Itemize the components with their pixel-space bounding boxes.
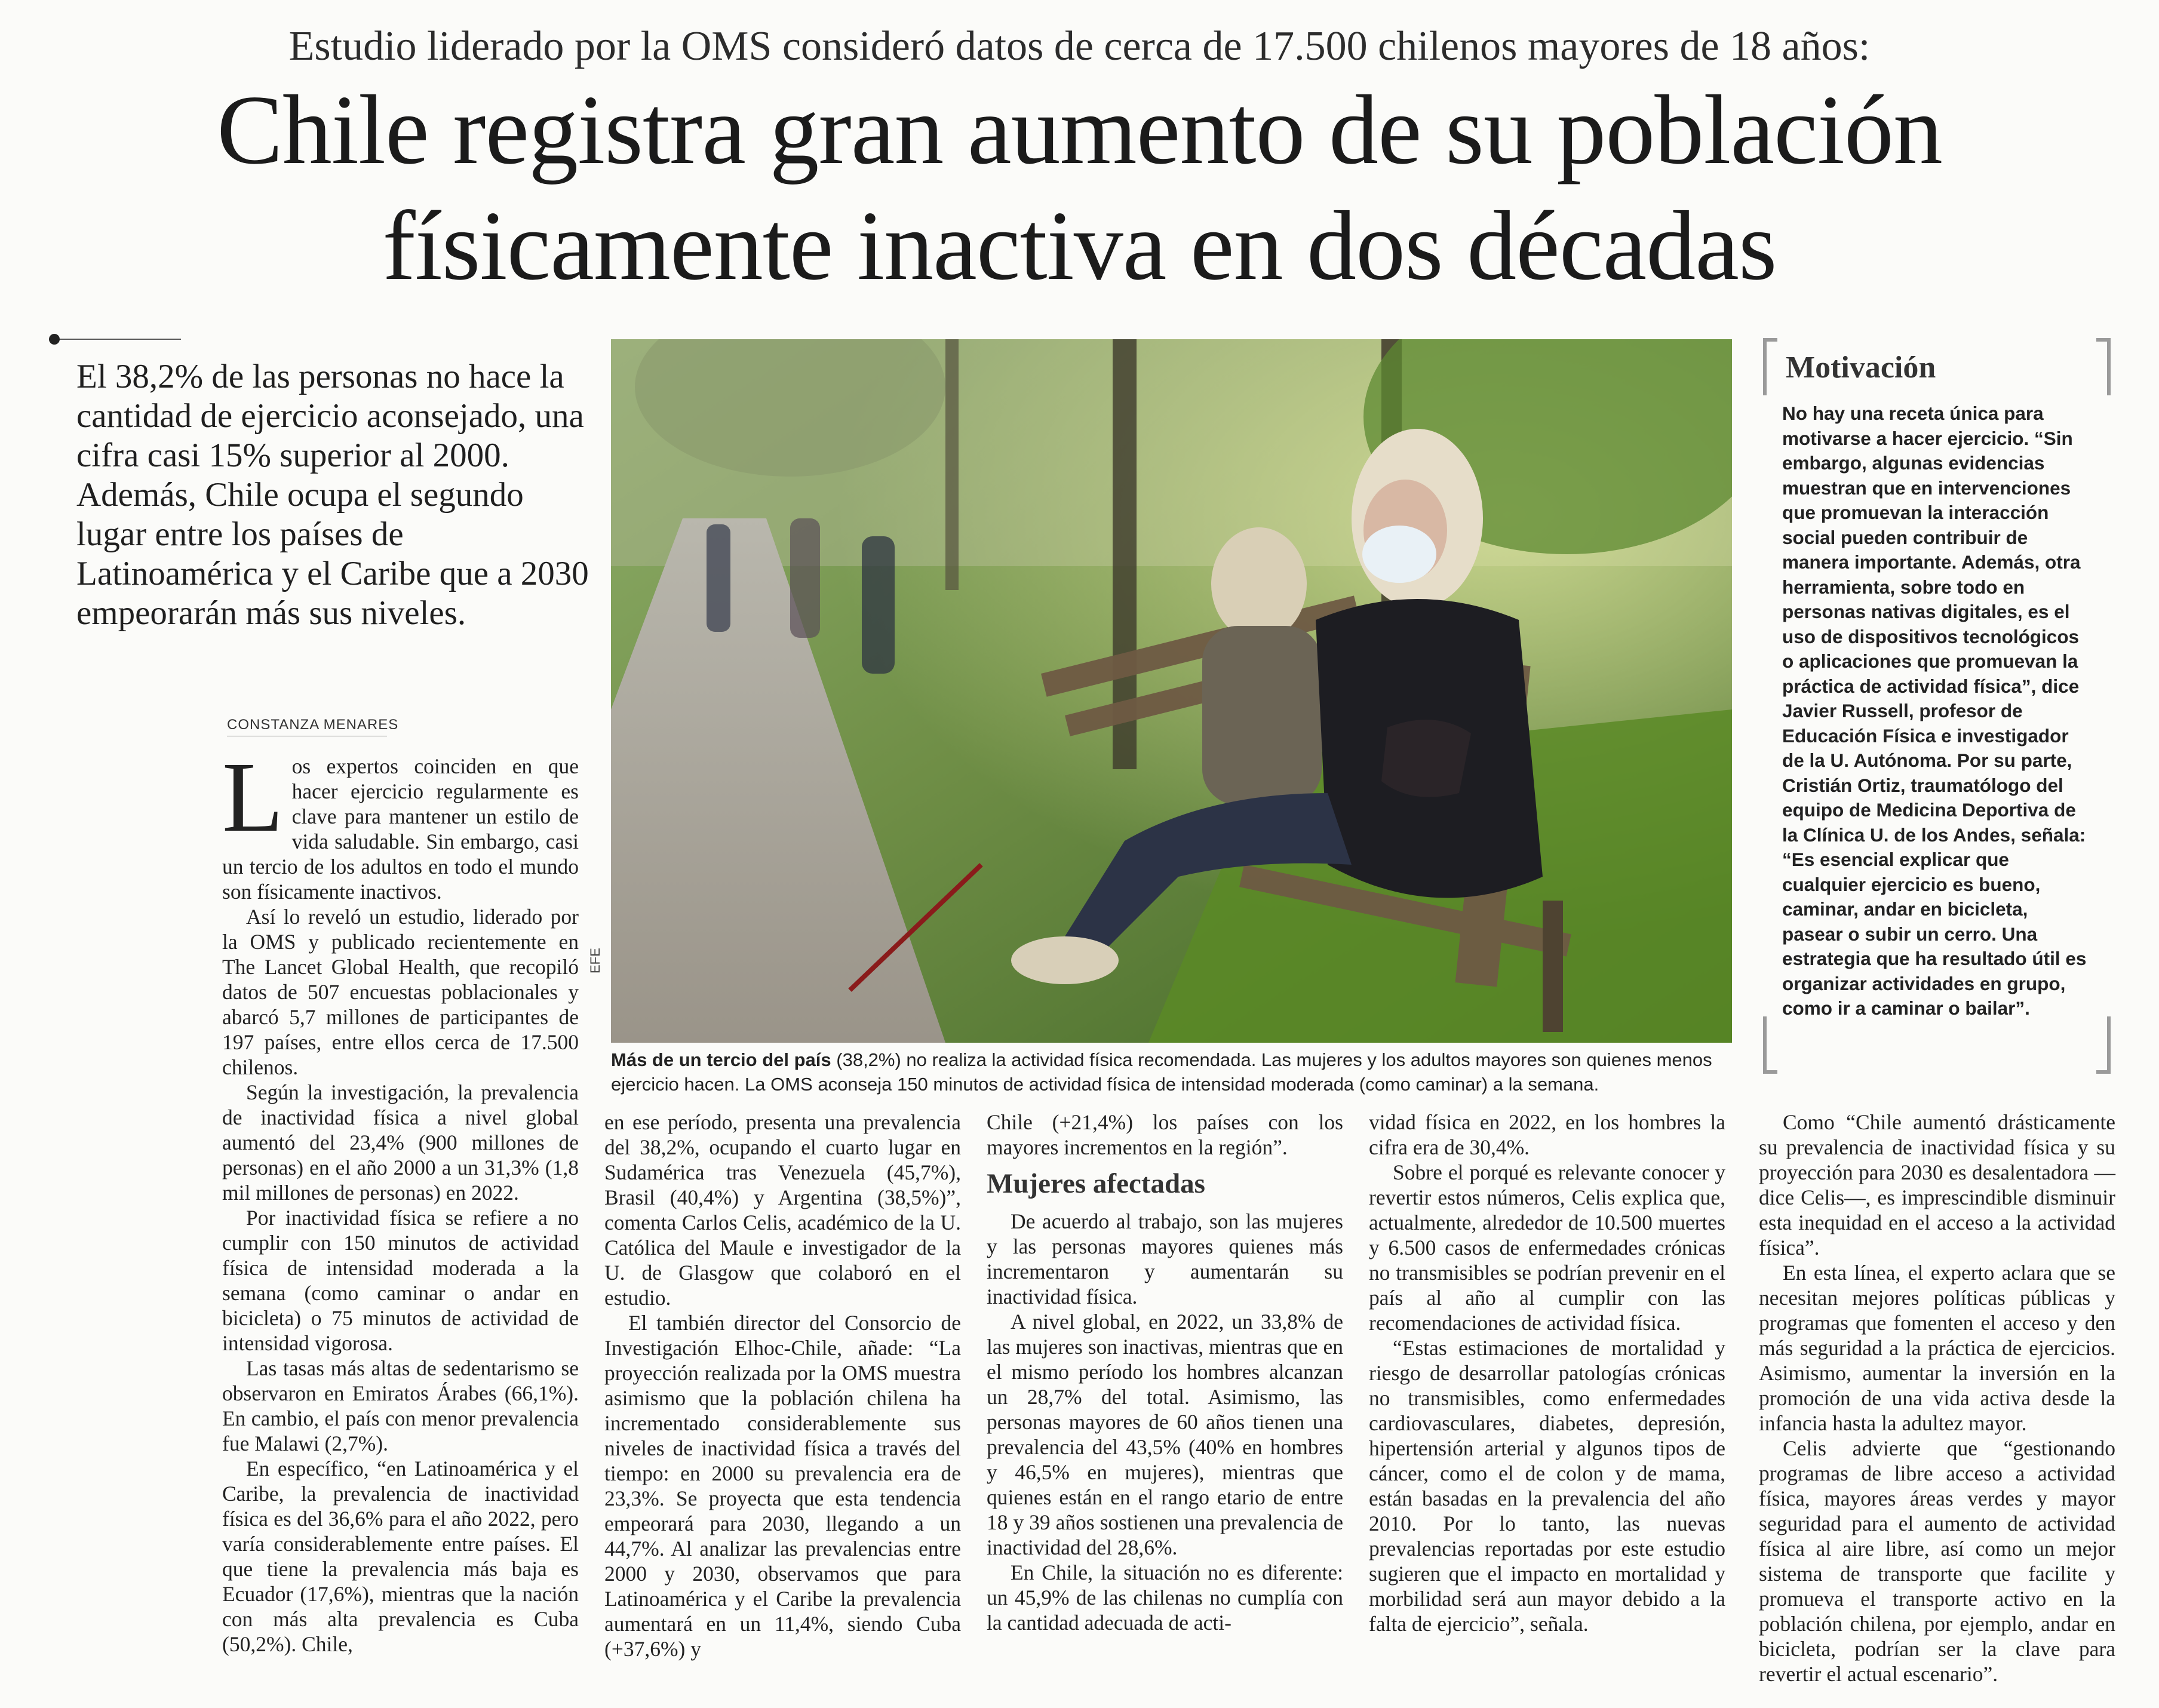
photo-caption: [611, 1047, 1734, 1096]
article-column-1: [222, 742, 579, 1657]
paragraph: en ese período, presenta una prevalencia del 38,2%, ocupando el cuarto lugar en Sudamérica tras Venezuela (45,7%), Brasil (40,4%) y Argentina (38,5%)”, comenta Carlos Celis, académico de la U. Católica del Maule e investigador de la U. de Glasgow que colaboró en el estudio.: [604, 1110, 961, 1310]
paragraph: El también director del Consorcio de Investigación Elhoc-Chile, añade: “La proyección realizada por la OMS muestra asimismo que la población chilena ha incrementado considerablemente sus niveles de inactividad física a través del tiempo: en 2000 su prevalencia era de 23,3%. Se proyecta que esta tendencia empeorará para 2030, llegando a un 44,7%. Al analizar las prevalencias entre 2000 y 2030, observamos que para Latinoamérica y el Caribe la prevalencia aumentará en un 11,4%, siendo Cuba (+37,6%) y: [604, 1311, 961, 1661]
sidebar-title: Motivación: [1786, 351, 1936, 385]
paragraph: Sobre el porqué es relevante conocer y revertir estos números, Celis explica que, actualmente, alrededor de 10.500 muertes y 6.500 casos de enfermedades crónicas no transmisibles se podrían prevenir en el país al año al cumplir con las recomendaciones de actividad física.: [1369, 1160, 1725, 1335]
bracket-top-left: [1763, 338, 1777, 395]
article-column-4: [1369, 1110, 1725, 1636]
byline: CONSTANZA MENARES: [227, 717, 399, 733]
caption-text: (38,2%) no realiza la actividad física recomendada. Las mujeres y los adultos mayores son quienes menos ejercicio hacen. La OMS aconseja 150 minutos de actividad física de intensidad moderada (como caminar) a la semana.: [611, 1049, 1712, 1095]
paragraph: Según la investigación, la prevalencia de inactividad física a nivel global aumentó del 23,4% (900 millones de personas) en el año 2000 a un 31,3% (1,8 mil millones de personas) en 2022.: [222, 1080, 579, 1205]
drop-cap: L: [222, 742, 284, 853]
paragraph: Como “Chile aumentó drásticamente su prevalencia de inactividad física y su proyección para 2030 es desalentadora —dice Celis—, es imprescindible disminuir esta inequidad en el acceso a la actividad física”.: [1759, 1110, 2115, 1260]
paragraph: Chile (+21,4%) los países con los mayores incrementos en la región”.: [987, 1110, 1343, 1159]
headline-line-2: físicamente inactiva en dos décadas: [382, 191, 1777, 300]
article-column-2: [604, 1110, 961, 1661]
article-photo: [611, 339, 1732, 1043]
lead-paragraph: El 38,2% de las personas no hace la cantidad de ejercicio aconsejado, una cifra casi 15% superior al 2000. Además, Chile ocupa el segundo lugar entre los países de Latinoamérica y el Caribe que a 2030 empeorarán más sus niveles.: [76, 358, 589, 632]
paragraph: En Chile, la situación no es diferente: un 45,9% de las chilenas no cumplía con la cantidad adecuada de acti-: [987, 1560, 1343, 1635]
paragraph: En específico, “en Latinoamérica y el Caribe, la prevalencia de inactividad física es del 36,6% para el año 2022, pero varía considerablemente entre países. El que tiene la prevalencia más baja es Ecuador (17,6%), mientras que la nación con más alta prevalencia es Cuba (50,2%). Chile,: [222, 1457, 579, 1656]
section-heading: Mujeres afectadas: [987, 1168, 1205, 1199]
article-column-5: [1759, 1110, 2115, 1687]
photo-credit: EFE: [588, 948, 603, 973]
sidebar-text: No hay una receta única para motivarse a hacer ejercicio. “Sin embargo, algunas evidencias muestran que en intervenciones que promuevan la interacción social pueden contribuir de manera importante. Además, otra herramienta, sobre todo en personas nativas digitales, es el uso de dispositivos tecnológicos o aplicaciones que promuevan la práctica de actividad física”, dice Javier Russell, profesor de Educación Física e investigador de la U. Autónoma. Por su parte, Cristián Ortiz, traumatólogo del equipo de Medicina Deportiva de la Clínica U. de los Andes, señala: “Es esencial explicar que cualquier ejercicio es bueno, caminar, andar en bicicleta, pasear o subir un cerro. Una estrategia que ha resultado útil es organizar actividades en grupo, como ir a caminar o bailar”.: [1782, 403, 2087, 1019]
caption-lead: Más de un tercio del país: [611, 1049, 831, 1070]
paragraph: Celis advierte que “gestionando programas de libre acceso a actividad física, mayores áreas verdes y mayor seguridad para el aumento de actividad física al aire libre, así como un mejor sistema de transporte que facilite y promueva el transporte activo en la población chilena, por ejemplo, andar en bicicleta, podrían ser la clave para revertir el actual escenario”.: [1759, 1436, 2115, 1686]
paragraph: os expertos coinciden en que hacer ejercicio regularmente es clave para mantener un estilo de vida saludable. Sin embargo, casi un tercio de los adultos en todo el mundo son físicamente inactivos.: [222, 754, 579, 904]
park-bench-illustration: [611, 339, 1732, 1043]
paragraph: Así lo reveló un estudio, liderado por la OMS y publicado recientemente en The Lancet Global Health, que recopiló datos de 507 encuestas poblacionales y abarcó 5,7 millones de participantes de 197 países, entre ellos cerca de 17.500 chilenos.: [222, 905, 579, 1079]
paragraph: Por inactividad física se refiere a no cumplir con 150 minutos de actividad física de intensidad moderada a la semana (como caminar o andar en bicicleta) o 75 minutos de actividad de intensidad vigorosa.: [222, 1206, 579, 1355]
headline: [36, 72, 2123, 303]
paragraph: “Estas estimaciones de mortalidad y riesgo de desarrollar patologías crónicas no transmisibles, como enfermedades cardiovasculares, diabetes, depresión, hipertensión arterial y algunos tipos de cáncer, como el de colon y de mama, están basadas en la prevalencia del año 2010. Por lo tanto, las nuevas prevalencias reportadas por este estudio sugieren que el impacto en mortalidad y morbilidad será aun mayor debido a la falta de ejercicio”, señala.: [1369, 1336, 1725, 1636]
kicker: Estudio liderado por la OMS consideró datos de cerca de 17.500 chilenos mayores de 18 años:: [288, 23, 1871, 69]
paragraph: En esta línea, el experto aclara que se necesitan mejores políticas públicas y programas que fomenten el acceso y den más seguridad a la práctica de ejercicios. Asimismo, aumentar la inversión en la promoción de una vida activa desde la infancia hasta la adultez mayor.: [1759, 1261, 2115, 1435]
lead-rule: [53, 339, 181, 340]
paragraph: vidad física en 2022, en los hombres la cifra era de 30,4%.: [1369, 1110, 1725, 1159]
paragraph: A nivel global, en 2022, un 33,8% de las mujeres son inactivas, mientras que en el mismo período los hombres alcanzan un 28,7% del total. Asimismo, las personas mayores de 60 años tienen una prevalencia del 43,5% (40% en hombres y 46,5% en mujeres), mientras que quienes están en el rango etario de entre 18 y 39 años sostienen una prevalencia de inactividad del 28,6%.: [987, 1310, 1343, 1559]
headline-line-1: Chile registra gran aumento de su población: [217, 75, 1942, 185]
bracket-bottom-left: [1763, 1016, 1777, 1074]
paragraph: Las tasas más altas de sedentarismo se observaron en Emiratos Árabes (66,1%). En cambio, el país con menor prevalencia fue Malawi (2,7%).: [222, 1356, 579, 1455]
paragraph: De acuerdo al trabajo, son las mujeres y las personas mayores quienes más incrementaron y aumentarán su inactividad física.: [987, 1209, 1343, 1308]
article-column-3: [987, 1110, 1343, 1635]
sidebar-box: [1763, 338, 2111, 1074]
bracket-top-right: [2096, 338, 2111, 395]
bracket-bottom-right: [2096, 1016, 2111, 1074]
